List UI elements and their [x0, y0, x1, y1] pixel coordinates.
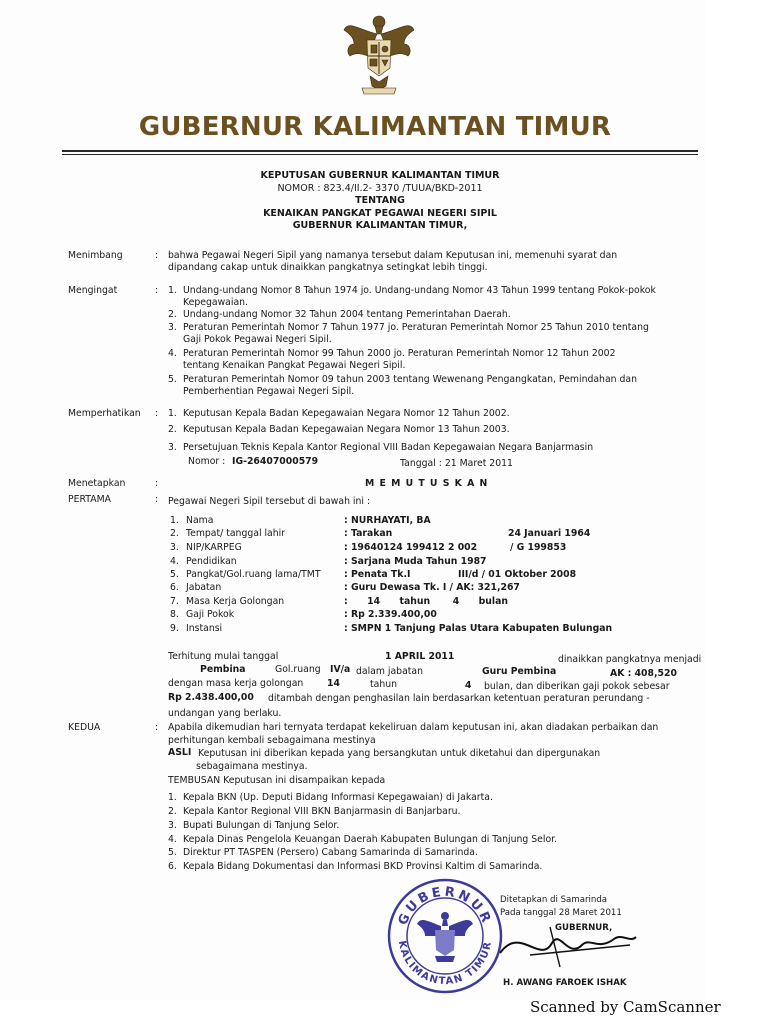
terhitung-bulan-tail: bulan, dan diberikan gaji pokok sebesar [484, 681, 670, 692]
asli-line2: sebagaimana mestinya. [196, 761, 308, 772]
terhitung-pangkat: Pembina [200, 664, 246, 675]
terhitung-gaji-tail: ditambah dengan penghasilan lain berdasarkan ketentuan peraturan perundang - [268, 693, 650, 704]
mengingat-label: Mengingat [68, 285, 118, 296]
field-extra-ttl: 24 Januari 1964 [508, 528, 591, 539]
pertama-sep: : [155, 494, 159, 505]
mengingat-item-2: Undang-undang Nomor 32 Tahun 2004 tentang Pemerintahan Daerah. [183, 309, 511, 320]
field-value-pendidikan: : Sarjana Muda Tahun 1987 [344, 556, 487, 567]
mengingat-item-5-cont: Pemberhentian Pegawai Negeri Sipil. [183, 386, 355, 397]
field-extra-karpeg: / G 199853 [510, 542, 567, 553]
terhitung-tahun-label: tahun [370, 679, 398, 690]
field-num-4: 4. [170, 556, 179, 567]
terhitung-jabatan: Guru Pembina [482, 666, 557, 677]
field-value-ttl: : Tarakan [344, 528, 393, 539]
mengingat-num-3: 3. [168, 322, 177, 333]
terhitung-lead: Terhitung mulai tanggal [168, 651, 279, 662]
mengingat-item-4: Peraturan Pemerintah Nomor 99 Tahun 2000 jo. Peraturan Pemerintah Nomor 12 Tahun 2002 [183, 348, 616, 359]
field-label-instansi: Instansi [186, 623, 223, 634]
memutuskan-heading: M E M U T U S K A N [365, 478, 489, 489]
kedua-sep: : [155, 722, 159, 733]
memperhatikan-item-3: Persetujuan Teknis Kepala Kantor Regional VIII Badan Kepegawaian Negara Banjarmasin [183, 442, 594, 453]
field-label-masa-kerja: Masa Kerja Golongan [186, 596, 285, 607]
document-heading: GUBERNUR KALIMANTAN TIMUR [138, 112, 612, 142]
decree-subject: KENAIKAN PANGKAT PEGAWAI NEGERI SIPIL [263, 207, 497, 219]
field-value-instansi: : SMPN 1 Tanjung Palas Utara Kabupaten Bulungan [344, 623, 613, 634]
tembusan-num-6: 6. [168, 861, 177, 872]
mengingat-item-3-cont: Gaji Pokok Pegawai Negeri Sipil. [183, 334, 332, 345]
field-value-jabatan: : Guru Dewasa Tk. I / AK: 321,267 [344, 582, 520, 593]
terhitung-masa-label: dengan masa kerja golongan [168, 678, 304, 689]
kedua-line1: Apabila dikemudian hari ternyata terdapat kekeliruan dalam keputusan ini, akan diadakan perbaikan dan [168, 722, 659, 733]
mengingat-item-3: Peraturan Pemerintah Nomor 7 Tahun 1977 jo. Peraturan Pemerintah Nomor 25 Tahun 2010 tentang [183, 322, 649, 333]
field-num-1: 1. [170, 515, 179, 526]
decree-tentang: TENTANG [355, 195, 405, 206]
memperhatikan-item-1: Keputusan Kepala Badan Kepegawaian Negara Nomor 12 Tahun 2002. [183, 408, 510, 419]
mengingat-num-2: 2. [168, 309, 177, 320]
pertama-label: PERTAMA [68, 494, 111, 505]
terhitung-jabatan-label: dalam jabatan [356, 666, 424, 677]
memperhatikan-sep: : [155, 408, 159, 419]
asli-label: ASLI [168, 747, 192, 758]
memperhatikan-item-2: Keputusan Kepala Badan Kepegawaian Negara Nomor 13 Tahun 2003. [183, 424, 510, 435]
mengingat-item-4-cont: tentang Kenaikan Pangkat Pegawai Negeri Sipil. [183, 360, 406, 371]
memperhatikan-num-1: 1. [168, 408, 177, 419]
tembusan-item-1: Kepala BKN (Up. Deputi Bidang Informasi Kepegawaian) di Jakarta. [183, 792, 493, 803]
tembusan-item-5: Direktur PT TASPEN (Persero) Cabang Samarinda di Samarinda. [183, 847, 478, 858]
terhitung-masa-bulan: 4 [465, 680, 472, 691]
menimbang-line2: dipandang cakap untuk dinaikkan pangkatnya setingkat lebih tinggi. [168, 262, 488, 273]
mengingat-item-5: Peraturan Pemerintah Nomor 09 tahun 2003 tentang Wewenang Pengangkatan, Pemindahan dan [183, 374, 637, 385]
tembusan-item-3: Bupati Bulungan di Tanjung Selor. [183, 820, 340, 831]
kedua-label: KEDUA [68, 722, 101, 733]
stamp-text-bottom: KALIMANTAN TIMUR [395, 939, 495, 988]
terhitung-ak: AK : 408,520 [610, 668, 677, 679]
handwritten-signature-icon [490, 915, 640, 975]
decree-number: NOMOR : 823.4/II.2- 3370 /TUUA/BKD-2011 [277, 182, 483, 194]
signature-role: GUBERNUR, [555, 923, 613, 933]
scan-margin [705, 0, 768, 1024]
memperhatikan-label: Memperhatikan [68, 408, 141, 419]
field-value-nip: : 19640124 199412 2 002 [344, 542, 478, 553]
memperhatikan-num-2: 2. [168, 424, 177, 435]
scanner-watermark: Scanned by CamScanner [530, 998, 721, 1016]
tembusan-num-4: 4. [168, 834, 177, 845]
header-rule-thin [62, 154, 698, 155]
menimbang-label: Menimbang [68, 250, 123, 261]
decree-title-block [190, 170, 570, 233]
kedua-line2: perhitungan kembali sebagaimana mestinya [168, 735, 376, 746]
official-stamp-icon [385, 876, 505, 996]
tembusan-num-2: 2. [168, 806, 177, 817]
menetapkan-label: Menetapkan [68, 478, 126, 489]
menimbang-line1: bahwa Pegawai Negeri Sipil yang namanya tersebut dalam Keputusan ini, memenuhi syarat dan [168, 250, 618, 261]
memperhatikan-nomor-label: Nomor : [188, 456, 226, 467]
header-rule [62, 150, 698, 152]
field-value-gaji: : Rp 2.339.400,00 [344, 609, 437, 620]
field-num-7: 7. [170, 596, 179, 607]
terhitung-last: undangan yang berlaku. [168, 708, 282, 719]
menimbang-sep: : [155, 250, 159, 261]
asli-text: Keputusan ini diberikan kepada yang bersangkutan untuk diketahui dan dipergunakan [198, 748, 601, 759]
tembusan-num-5: 5. [168, 847, 177, 858]
mengingat-item-1: Undang-undang Nomor 8 Tahun 1974 jo. Undang-undang Nomor 43 Tahun 1999 tentang Pokok-pokok [183, 285, 656, 296]
terhitung-gaji: Rp 2.438.400,00 [168, 692, 254, 703]
field-label-gaji: Gaji Pokok [186, 609, 235, 620]
terhitung-tail: dinaikkan pangkatnya menjadi [558, 654, 702, 665]
memperhatikan-num-3: 3. [168, 442, 177, 453]
field-label-jabatan: Jabatan [186, 582, 222, 593]
field-num-5: 5. [170, 569, 179, 580]
field-num-3: 3. [170, 542, 179, 553]
field-label-nama: Nama [186, 515, 214, 526]
mengingat-num-4: 4. [168, 348, 177, 359]
terhitung-masa-tahun: 14 [327, 678, 340, 689]
signature-date: Pada tanggal 28 Maret 2011 [500, 908, 622, 918]
decree-issuer: GUBERNUR KALIMANTAN TIMUR, [292, 220, 468, 231]
field-label-pendidikan: Pendidikan [186, 556, 237, 567]
tembusan-num-1: 1. [168, 792, 177, 803]
field-num-8: 8. [170, 609, 179, 620]
field-label-ttl: Tempat/ tanggal lahir [186, 528, 286, 539]
tembusan-num-3: 3. [168, 820, 177, 831]
field-value-pangkat: : Penata Tk.I [344, 569, 411, 580]
tembusan-item-2: Kepala Kantor Regional VIII BKN Banjarmasin di Banjarbaru. [183, 806, 461, 817]
mengingat-num-5: 5. [168, 374, 177, 385]
terhitung-golruang: IV/a [330, 664, 351, 675]
field-num-9: 9. [170, 623, 179, 634]
memperhatikan-nomor-value: IG-26407000579 [232, 456, 319, 467]
field-num-6: 6. [170, 582, 179, 593]
tembusan-item-4: Kepala Dinas Pengelola Keuangan Daerah Kabupaten Bulungan di Tanjung Selor. [183, 834, 558, 845]
decree-title: KEPUTUSAN GUBERNUR KALIMANTAN TIMUR [260, 170, 500, 181]
mengingat-num-1: 1. [168, 285, 177, 296]
mengingat-item-1-cont: Kepegawaian. [183, 297, 249, 308]
tembusan-item-6: Kepala Bidang Dokumentasi dan Informasi BKD Provinsi Kaltim di Samarinda. [183, 861, 543, 872]
field-value-nama: : NURHAYATI, BA [344, 515, 431, 526]
menetapkan-sep: : [155, 478, 159, 489]
terhitung-date: 1 APRIL 2011 [385, 651, 455, 662]
stamp-text-top: GUBERNUR [395, 884, 495, 928]
pertama-intro: Pegawai Negeri Sipil tersebut di bawah ini : [168, 496, 371, 507]
field-num-2: 2. [170, 528, 179, 539]
field-label-pangkat: Pangkat/Gol.ruang lama/TMT [186, 569, 321, 580]
tembusan-intro: TEMBUSAN Keputusan ini disampaikan kepada [168, 775, 386, 786]
field-label-nip: NIP/KARPEG [186, 542, 242, 553]
field-extra-golruang: III/d / 01 Oktober 2008 [458, 569, 577, 580]
field-value-masa-kerja: : 14 tahun 4 bulan [344, 596, 508, 607]
memperhatikan-tanggal: Tanggal : 21 Maret 2011 [400, 458, 513, 469]
signature-name: H. AWANG FAROEK ISHAK [503, 978, 627, 988]
mengingat-sep: : [155, 285, 159, 296]
terhitung-golruang-label: Gol.ruang [275, 664, 321, 675]
signature-place: Ditetapkan di Samarinda [500, 895, 608, 905]
garuda-emblem-icon [340, 12, 418, 98]
